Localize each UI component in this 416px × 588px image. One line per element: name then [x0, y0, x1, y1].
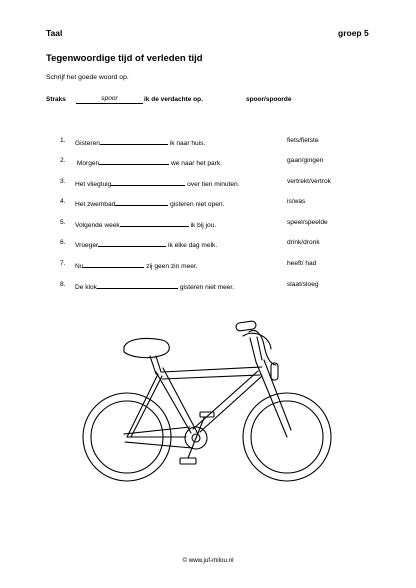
exercise-number: 5.	[60, 219, 66, 226]
worksheet-title: Tegenwoordige tijd of verleden tijd	[46, 53, 203, 64]
example-sentence: ik de verdachte op.	[144, 96, 203, 103]
example-answer: spoor	[76, 95, 143, 104]
exercise-number: 3.	[60, 178, 66, 185]
sentence-end: we naar het park.	[169, 160, 222, 167]
footer-copyright: © www.juf-milou.nl	[182, 557, 234, 564]
sentence-start: Vroeger	[75, 242, 99, 249]
sentence-start: Gisteren	[75, 140, 100, 147]
exercise-number: 8.	[60, 281, 66, 288]
sentence-end: gisteren niet meer.	[178, 284, 235, 291]
word-options: slaat/sloeg	[287, 281, 319, 288]
example-prefix: Straks	[46, 96, 66, 103]
word-options: speel/speelde	[287, 219, 328, 226]
instruction-text: Schrijf het goede woord op.	[46, 74, 129, 81]
word-options: vertrekt/vertrok	[287, 178, 331, 185]
sentence-end: zij geen zin meer.	[144, 263, 198, 270]
exercise-number: 6.	[60, 239, 66, 246]
sentence-end: gisteren niet open.	[168, 201, 225, 208]
exercise-number: 7.	[60, 260, 66, 267]
sentence-start: Morgen	[75, 160, 100, 167]
grade-label: groep 5	[338, 28, 369, 38]
subject-label: Taal	[46, 28, 63, 38]
sentence-end: ik bij jou.	[188, 222, 217, 229]
word-options: fiets/fietste	[287, 137, 319, 144]
sentence-start: Het vliegtuig	[75, 181, 112, 188]
sentence-start: De klok	[75, 284, 97, 291]
sentence-start: Volgende week	[75, 222, 120, 229]
sentence-start: Nu	[75, 263, 84, 270]
sentence-end: over tien minuten.	[185, 181, 240, 188]
sentence-end: ik naar huis.	[167, 140, 206, 147]
word-options: drink/dronk	[287, 239, 320, 246]
sentence-end: ik elke dag melk.	[166, 242, 218, 249]
word-options: heeft/ had	[287, 260, 317, 267]
example-options: spoor/spoorde	[246, 96, 292, 103]
word-options: is/was	[287, 198, 306, 205]
exercise-number: 2.	[60, 157, 66, 164]
exercise-number: 4.	[60, 198, 66, 205]
sentence-start: Het zwembad	[75, 201, 116, 208]
word-options: gaan/gingen	[287, 157, 324, 164]
exercise-number: 1.	[60, 137, 66, 144]
